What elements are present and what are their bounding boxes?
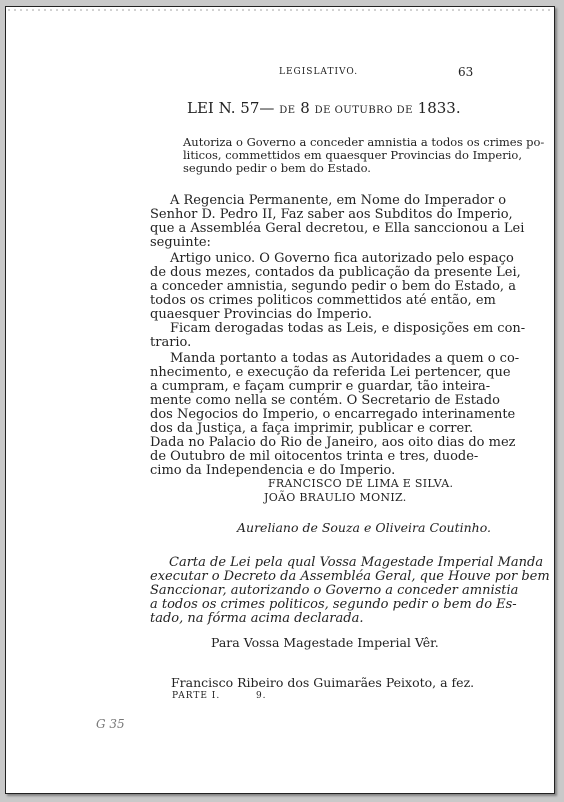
clerk-line: Francisco Ribeiro dos Guimarães Peixoto, a fez. [171, 675, 475, 690]
body-line: que a Assembléa Geral decretou, e Ella sanccionou a Lei [150, 221, 525, 236]
body-line: a conceder amnistia, segundo pedir o bem do Estado, a [150, 279, 516, 294]
footer-sheet: 9. [255, 691, 267, 701]
body-line: mente como nella se contém. O Secretario de Estado [150, 393, 500, 408]
carta-line: Carta de Lei pela qual Vossa Magestade Imperial Manda [169, 555, 544, 570]
carta-line: Sanccionar, autorizando o Governo a conceder amnistia [150, 583, 519, 598]
body-line: trario. [150, 335, 192, 350]
signatory-lima-e-silva: FRANCISCO DE LIMA E SILVA. [268, 477, 454, 490]
law-title-prefix: LEI N. 57— [187, 99, 275, 117]
carta-line: tado, na fórma acima declarada. [150, 611, 364, 626]
body-line: nhecimento, e execução da referida Lei pertencer, que [150, 365, 511, 380]
countersign: Aureliano de Souza e Oliveira Coutinho. [237, 520, 491, 535]
carta-line: executar o Decreto da Assembléa Geral, que Houve por bem [150, 569, 550, 584]
summary-line: liticos, commettidos em quaesquer Provincias do Imperio, [183, 148, 522, 162]
margin-handwritten-note: G 35 [96, 717, 125, 731]
summary-line: segundo pedir o bem do Estado. [183, 161, 371, 175]
body-line: Dada no Palacio do Rio de Janeiro, aos oito dias do mez [150, 435, 516, 450]
law-title-year: 1833. [412, 99, 461, 117]
body-line: dos Negocios do Imperio, o encarregado interinamente [150, 407, 516, 422]
law-title-de: DE [279, 105, 296, 116]
footer-signature-mark [172, 691, 267, 701]
body-line: Manda portanto a todas as Autoridades a quem o co- [170, 351, 520, 366]
footer-parte: PARTE I. [172, 691, 221, 701]
body-line: Artigo unico. O Governo fica autorizado pelo espaço [170, 251, 514, 266]
page-number: 63 [458, 65, 474, 79]
signatory-braulio-moniz: JOÃO BRAULIO MONIZ. [264, 491, 407, 504]
running-head: LEGISLATIVO. [279, 67, 359, 77]
law-title-day: 8 [295, 99, 315, 117]
body-line: dos da Justiça, a faça imprimir, publicar e correr. [150, 421, 474, 436]
body-line: quaesquer Provincias do Imperio. [150, 307, 373, 322]
body-line: Ficam derogadas todas as Leis, e disposições em con- [170, 321, 526, 336]
summary-line: Autoriza o Governo a conceder amnistia a todos os crimes po- [183, 135, 545, 149]
body-line: seguinte: [150, 235, 211, 250]
document-page [5, 6, 555, 794]
body-line: Senhor D. Pedro II, Faz saber aos Subditos do Imperio, [150, 207, 513, 222]
body-line: a cumpram, e façam cumprir e guardar, tão inteira- [150, 379, 491, 394]
body-line: cimo da Independencia e do Imperio. [150, 463, 396, 478]
body-line: A Regencia Permanente, em Nome do Imperador o [170, 193, 507, 208]
law-title [187, 99, 461, 117]
scan-edge-noise [6, 7, 554, 15]
body-line: de Outubro de mil oitocentos trinta e tres, duode- [150, 449, 479, 464]
body-line: de dous mezes, contados da publicação da presente Lei, [150, 265, 521, 280]
law-title-month: DE OUTUBRO DE [314, 105, 413, 116]
body-line: todos os crimes politicos commettidos até então, em [150, 293, 496, 308]
para-vossa-magestade: Para Vossa Magestade Imperial Vêr. [211, 635, 439, 650]
carta-line: a todos os crimes politicos, segundo pedir o bem do Es- [150, 597, 517, 612]
